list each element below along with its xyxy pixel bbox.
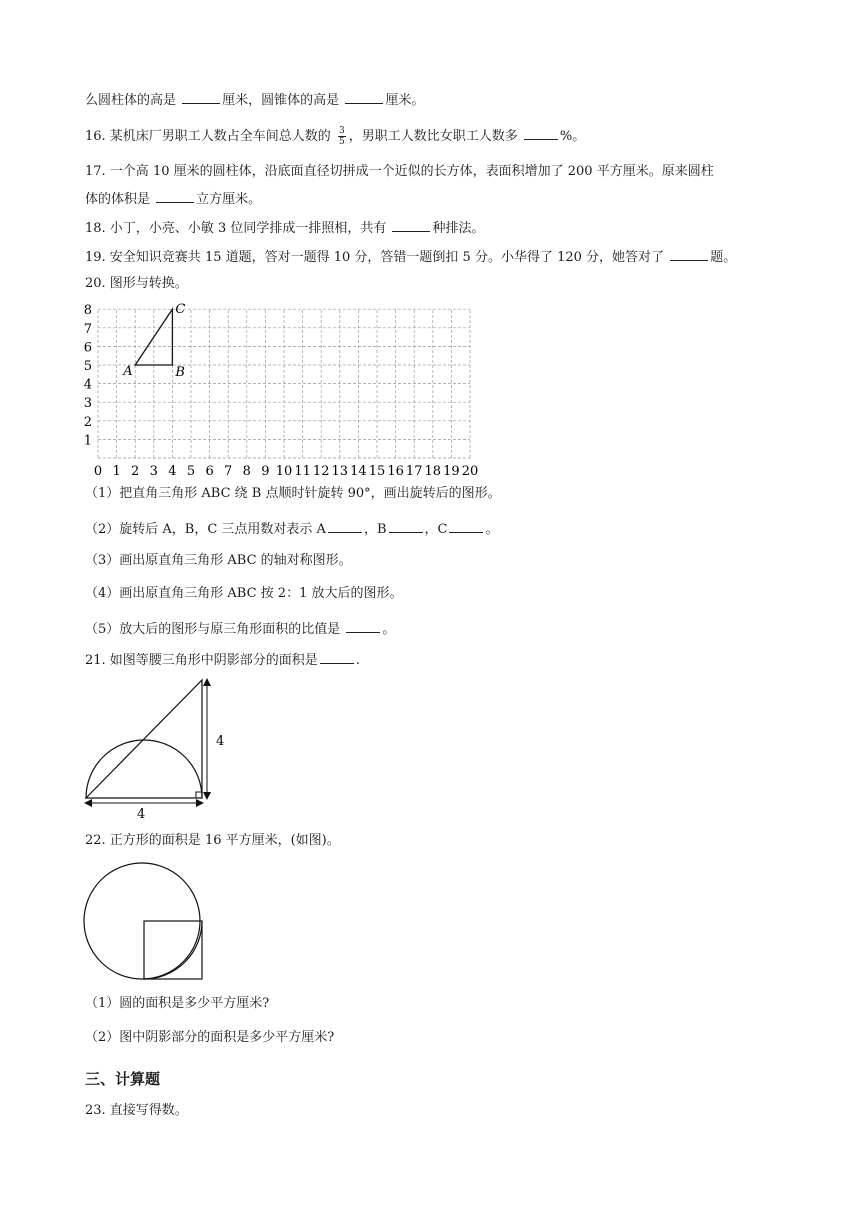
question-22-sub1: （1）圆的面积是多少平方厘米? (85, 996, 270, 1011)
x-tick-label: 18 (424, 464, 442, 479)
x-tick-label: 1 (112, 464, 121, 479)
x-tick-label: 11 (294, 464, 311, 479)
question-22-sub2: （2）图中阴影部分的面积是多少平方厘米? (85, 1030, 335, 1045)
question-17-line1: 17. 一个高 10 厘米的圆柱体，沿底面直径切拼成一个近似的长方体，表面积增加了 200 平方厘米。原来圆柱 (85, 164, 714, 179)
x-tick-label: 6 (205, 464, 214, 479)
x-tick-label: 20 (461, 464, 479, 479)
question-18: 18. 小丁，小亮、小敏 3 位同学排成一排照相，共有 种排法。 (85, 218, 485, 238)
x-tick-label: 5 (186, 464, 196, 479)
x-tick-label: 9 (261, 464, 270, 479)
answer-blank[interactable] (346, 619, 380, 633)
question-21: 21. 如图等腰三角形中阴影部分的面积是 . (85, 650, 360, 670)
point-label: B (175, 365, 185, 380)
x-tick-label: 10 (275, 464, 293, 479)
x-tick-label: 17 (405, 464, 423, 479)
answer-blank[interactable] (182, 90, 220, 104)
fraction: $\frac{3}{5}$ (338, 126, 345, 147)
question-23: 23. 直接写得数。 (85, 1103, 188, 1118)
side-length-label: 4 (216, 734, 225, 749)
answer-blank[interactable] (345, 90, 383, 104)
answer-blank[interactable] (524, 126, 558, 140)
x-tick-label: 15 (368, 464, 386, 479)
point-label: A (123, 364, 133, 379)
answer-blank[interactable] (320, 650, 354, 664)
answer-blank[interactable] (392, 218, 430, 232)
question-19: 19. 安全知识竞赛共 15 道题，答对一题得 10 分，答错一题倒扣 5 分。小华得了 120 分，她答对了 题。 (85, 247, 736, 267)
x-tick-label: 4 (168, 464, 177, 479)
y-tick-label: 1 (83, 433, 92, 449)
x-tick-label: 12 (312, 464, 330, 479)
x-tick-label: 16 (387, 464, 404, 479)
x-tick-label: 19 (443, 464, 460, 479)
point-label: C (175, 302, 186, 318)
answer-blank[interactable] (670, 247, 708, 261)
question-22-title: 22. 正方形的面积是 16 平方厘米，(如图)。 (85, 833, 340, 848)
answer-blank[interactable] (389, 519, 423, 533)
answer-blank[interactable] (156, 189, 194, 203)
question-20-sub1: （1）把直角三角形 ABC 绕 B 点顺时针旋转 90°，画出旋转后的图形。 (85, 486, 501, 501)
x-tick-label: 3 (149, 464, 158, 479)
y-tick-label: 4 (83, 377, 92, 393)
question-17-line2: 体的体积是 立方厘米。 (85, 189, 261, 209)
y-tick-label: 3 (83, 396, 92, 412)
question-20-sub3: （3）画出原直角三角形 ABC 的轴对称图形。 (85, 553, 352, 568)
question-20-title: 20. 图形与转换。 (85, 276, 188, 291)
x-tick-label: 7 (224, 464, 233, 479)
base-length-label: 4 (137, 807, 146, 822)
question-20-sub2: （2）旋转后 A，B，C 三点用数对表示 A ，B ，C 。 (85, 519, 498, 539)
y-tick-label: 8 (83, 303, 92, 319)
x-tick-label: 0 (93, 464, 103, 479)
question-20-sub4: （4）画出原直角三角形 ABC 按 2：1 放大后的图形。 (85, 586, 403, 601)
y-tick-label: 2 (83, 414, 92, 430)
coordinate-grid (80, 300, 480, 480)
x-tick-label: 13 (331, 464, 349, 479)
section-heading: 三、计算题 (85, 1070, 161, 1088)
circle-square-figure (80, 860, 210, 985)
y-tick-label: 7 (83, 321, 92, 337)
q15-continuation: 么圆柱体的高是 厘米，圆锥体的高是 厘米。 (85, 90, 424, 110)
y-tick-label: 5 (83, 359, 92, 374)
answer-blank[interactable] (328, 519, 362, 533)
answer-blank[interactable] (449, 519, 483, 533)
x-tick-label: 2 (131, 464, 140, 479)
x-tick-label: 14 (350, 464, 367, 479)
y-tick-label: 6 (83, 340, 92, 356)
x-tick-label: 8 (242, 464, 251, 479)
question-20-sub5: （5）放大后的图形与原三角形面积的比值是 。 (85, 619, 395, 639)
question-16: 16. 某机床厂男职工人数占全车间总人数的 $\frac{3}{5}$ ，男职工人数比女职工人数多 %。 (85, 126, 586, 147)
isosceles-triangle-semicircle-figure (80, 672, 240, 824)
